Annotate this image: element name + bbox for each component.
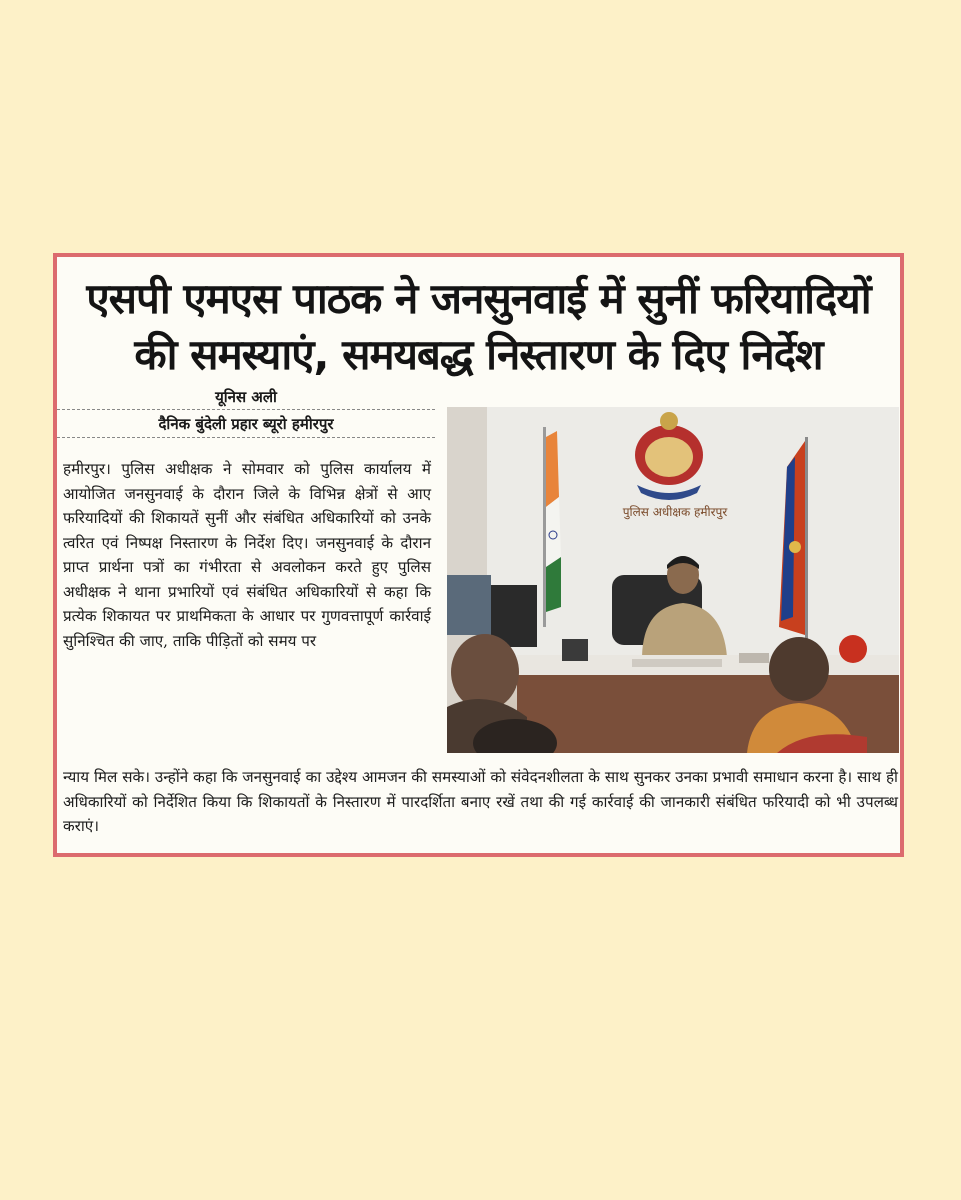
- headline-line-2: की समस्याएं, समयबद्ध निस्तारण के दिए निर्देश: [134, 330, 823, 379]
- bureau-name: दैनिक बुंदेली प्रहार ब्यूरो हमीरपुर: [158, 415, 334, 433]
- headline-line-1: एसपी एमएस पाठक ने जनसुनवाई में सुनीं फरियादियों: [86, 274, 871, 323]
- news-photo: [447, 407, 899, 753]
- news-clipping: [53, 253, 904, 857]
- article-body-column: हमीरपुर। पुलिस अधीक्षक ने सोमवार को पुलिस कार्यालय में आयोजित जनसुनवाई के दौरान जिले के विभिन्न क्षेत्रों से आए फरियादियों की शिकायतें सुनीं और संबंधित अधिकारियों को उनके त्वरित एवं निष्पक्ष निस्तारण के निर्देश दिए। जनसुनवाई के दौरान प्राप्त प्रार्थना पत्रों का गंभीरता से अवलोकन करते हुए पुलिस अधीक्षक ने थाना प्रभारियों एवं संबंधित अधिकारियों से कहा कि प्रत्येक शिकायत पर प्राथमिकता के आधार पर गुणवत्तापूर्ण कार्रवाई सुनिश्चित की जाए, ताकि पीड़ितों को समय पर: [63, 460, 431, 650]
- article-body-continued: न्याय मिल सके। उन्होंने कहा कि जनसुनवाई का उद्देश्य आमजन की समस्याओं को संवेदनशीलता के साथ सुनकर उनका प्रभावी समाधान करना है। साथ ही अधिकारियों को निर्देशित किया कि शिकायतों के निस्तारण में पारदर्शिता बनाए रखें तथा की गई कार्रवाई की जानकारी संबंधित फरियादी को भी उपलब्ध कराएं।: [63, 768, 898, 835]
- byline: [57, 387, 435, 438]
- headline: [57, 271, 900, 383]
- author-name: यूनिस अली: [215, 388, 277, 406]
- photo-illustration: [447, 407, 899, 753]
- byline-divider: [57, 409, 435, 410]
- byline-divider: [57, 437, 435, 438]
- office-wall-sign: पुलिस अधीक्षक हमीरपुर: [622, 505, 728, 519]
